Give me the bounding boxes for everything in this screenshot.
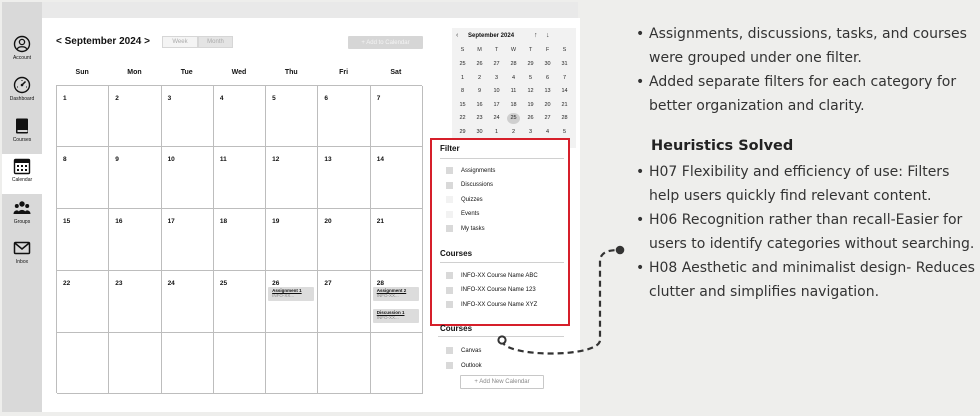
note-bullet: • Assignments, discussions, tasks, and courses were grouped under one filter. [636, 22, 980, 70]
day-number: 17 [167, 218, 175, 225]
day-number: 12 [272, 156, 280, 163]
checkbox[interactable] [446, 301, 453, 308]
day-cell[interactable] [109, 147, 161, 209]
filter-option-label: Events [461, 211, 480, 217]
course-option-label: INFO-XX Course Name 123 [461, 287, 536, 293]
filter-option[interactable] [446, 210, 479, 219]
mini-day[interactable]: 4 [545, 128, 550, 135]
day-number: 7 [376, 95, 381, 102]
nav-label: Inbox [15, 259, 29, 265]
day-cell[interactable] [371, 333, 423, 394]
mini-day[interactable]: 3 [494, 74, 499, 81]
day-cell[interactable] [214, 86, 266, 147]
mini-day[interactable]: 30 [476, 128, 483, 135]
nav-label: Dashboard [9, 96, 35, 102]
day-cell[interactable] [162, 271, 214, 333]
day-cell[interactable] [266, 86, 318, 147]
weekday-label: Mon [127, 69, 142, 76]
day-number: 4 [219, 95, 224, 102]
weekday-label: Wed [231, 69, 247, 76]
mini-weekday: S [460, 47, 465, 53]
mini-day[interactable]: 16 [476, 101, 483, 108]
mini-day[interactable]: 13 [544, 88, 551, 94]
day-number: 1 [63, 95, 67, 102]
day-cell[interactable] [57, 209, 109, 271]
calendar-event[interactable] [373, 287, 419, 301]
month-view-button[interactable]: Month [198, 36, 233, 48]
day-cell[interactable] [318, 86, 370, 147]
day-number: 23 [115, 280, 123, 287]
mini-calendar [452, 28, 576, 148]
mini-day[interactable]: 28 [510, 61, 517, 67]
mini-day[interactable]: 14 [561, 88, 568, 94]
day-cell[interactable] [162, 86, 214, 147]
mini-weekday: T [528, 47, 533, 53]
mini-day[interactable]: 20 [544, 101, 551, 108]
mini-day[interactable]: 24 [493, 115, 500, 121]
day-cell[interactable] [109, 209, 161, 271]
mini-day[interactable]: 1 [494, 128, 499, 135]
day-cell[interactable] [57, 333, 109, 394]
day-cell[interactable] [266, 271, 318, 333]
day-cell[interactable] [162, 333, 214, 394]
event-title: Discussion 1 [376, 310, 405, 315]
course-option-label: INFO-XX Course Name ABC [461, 272, 538, 279]
calendar-option-outlook[interactable] [446, 361, 482, 370]
nav-dashboard[interactable] [2, 73, 42, 113]
event-title: Assignment 1 [272, 288, 302, 293]
day-number: 24 [167, 280, 175, 287]
groups-icon [13, 199, 31, 217]
day-cell[interactable] [371, 209, 423, 271]
day-cell[interactable] [162, 209, 214, 271]
calendar-option-canvas[interactable] [446, 346, 481, 355]
mini-day[interactable]: 2 [477, 74, 482, 81]
day-cell[interactable] [109, 271, 161, 333]
day-number: 13 [324, 156, 332, 163]
calendars-title: Courses [440, 324, 473, 333]
mini-day[interactable]: 11 [510, 88, 517, 94]
day-cell[interactable] [371, 86, 423, 147]
filter-option-label: Quizzes [461, 196, 483, 203]
mini-day[interactable]: 10 [493, 88, 500, 94]
mini-day[interactable]: 26 [527, 115, 534, 121]
day-cell[interactable] [57, 271, 109, 333]
day-number: 15 [63, 218, 71, 225]
checkbox[interactable] [446, 347, 453, 354]
day-cell[interactable] [214, 209, 266, 271]
day-number: 21 [376, 218, 384, 225]
checkbox[interactable] [446, 211, 453, 218]
mini-day[interactable]: 15 [459, 101, 466, 108]
dashboard-icon [13, 76, 31, 94]
add-new-calendar-button[interactable]: + Add New Calendar [460, 375, 544, 389]
sidebar [2, 2, 42, 412]
day-number: 16 [115, 218, 123, 225]
mini-day[interactable]: 27 [544, 115, 551, 121]
mini-day[interactable]: 22 [459, 115, 466, 121]
day-number: 9 [115, 156, 119, 163]
day-cell[interactable] [371, 271, 423, 333]
mini-day[interactable]: 8 [460, 88, 465, 94]
weekday-label: Fri [339, 69, 349, 76]
mini-weekday: M [477, 47, 482, 53]
note-bullet: • H08 Aesthetic and minimalist design- Reduces clutter and simplifies navigation. [636, 256, 980, 304]
calendar-icon [13, 157, 31, 175]
day-number: 2 [115, 95, 119, 102]
day-cell[interactable] [266, 147, 318, 209]
mini-day[interactable]: 1 [460, 74, 465, 81]
mini-weekday: T [494, 47, 499, 53]
inbox-icon [13, 239, 31, 257]
nav-label: Groups [13, 219, 31, 225]
courses-title: Courses [440, 249, 473, 258]
mini-weekday: F [545, 47, 550, 53]
nav-account[interactable] [2, 32, 42, 72]
mini-day[interactable]: 27 [493, 61, 500, 67]
event-course: INFO-XX... [376, 293, 399, 298]
day-cell[interactable] [109, 86, 161, 147]
filter-option-label: Assignments [461, 167, 496, 174]
mini-day[interactable]: 5 [528, 74, 533, 81]
day-number: 14 [376, 156, 384, 163]
mini-weekday: W [510, 47, 517, 53]
nav-courses[interactable] [2, 114, 42, 154]
add-to-calendar-button[interactable]: + Add to Calendar [348, 36, 423, 49]
filter-option[interactable] [446, 181, 493, 190]
checkbox[interactable] [446, 196, 453, 203]
mini-day-selected[interactable]: 25 [507, 113, 520, 124]
day-cell[interactable] [109, 333, 161, 394]
day-cell[interactable] [162, 147, 214, 209]
note-bullet: • H07 Flexibility and efficiency of use: Filters help users quickly find relevant content. [636, 160, 980, 208]
mini-day[interactable]: 19 [527, 101, 534, 108]
weekday-header [56, 69, 422, 81]
day-cell[interactable] [266, 333, 318, 394]
checkbox[interactable] [446, 272, 453, 279]
nav-groups[interactable] [2, 196, 42, 236]
day-cell[interactable] [371, 147, 423, 209]
mini-day[interactable]: 6 [545, 74, 550, 81]
connector-line [490, 240, 630, 360]
event-course: INFO-XX... [272, 293, 295, 298]
filter-title: Filter [440, 144, 460, 153]
day-number: 28 [376, 280, 384, 287]
month-title[interactable]: < September 2024 > [56, 36, 150, 47]
day-number: 19 [272, 218, 280, 225]
calendar-option-label: Canvas [461, 347, 482, 354]
mini-day[interactable]: 26 [476, 61, 483, 67]
mini-down-button[interactable]: ↓ [546, 32, 550, 39]
day-number: 5 [272, 95, 276, 102]
filter-option[interactable] [446, 166, 495, 175]
calendar-event[interactable] [373, 309, 419, 323]
mini-day[interactable]: 7 [562, 74, 567, 81]
event-title: Assignment 2 [376, 288, 407, 293]
day-number: 22 [63, 280, 71, 287]
account-icon [13, 35, 31, 53]
day-cell[interactable] [318, 333, 370, 394]
filter-option-label: My tasks [461, 225, 485, 232]
weekday-label: Sun [75, 69, 89, 76]
calendar-option-label: Outlook [461, 362, 482, 369]
mini-day[interactable]: 17 [493, 101, 500, 108]
mini-day[interactable]: 25 [459, 61, 466, 67]
checkbox[interactable] [446, 225, 453, 232]
mini-calendar-header [452, 32, 576, 42]
checkbox[interactable] [446, 167, 453, 174]
mini-day[interactable]: 28 [561, 115, 568, 121]
mini-day[interactable]: 18 [510, 101, 517, 108]
mini-day[interactable]: 12 [527, 88, 534, 94]
mini-day[interactable]: 29 [527, 61, 534, 67]
courses-icon [13, 117, 31, 135]
mini-day[interactable]: 23 [476, 115, 483, 121]
filter-option[interactable] [446, 224, 485, 233]
mini-up-button[interactable]: ↑ [534, 32, 538, 39]
checkbox[interactable] [446, 362, 453, 369]
day-cell[interactable] [57, 86, 109, 147]
day-cell[interactable] [214, 147, 266, 209]
mini-prev-button[interactable]: ‹ [456, 32, 459, 39]
day-cell[interactable] [318, 209, 370, 271]
day-cell[interactable] [318, 147, 370, 209]
filter-option[interactable] [446, 195, 483, 204]
day-cell[interactable] [57, 147, 109, 209]
day-number: 18 [219, 218, 228, 225]
nav-label: Calendar [11, 177, 33, 183]
nav-label: Courses [12, 137, 32, 143]
connector-end-dot [616, 246, 625, 255]
mini-day[interactable]: 21 [561, 101, 568, 108]
mini-day[interactable]: 2 [511, 128, 516, 135]
weekday-label: Thu [284, 69, 298, 76]
weekday-label: Sat [390, 69, 402, 76]
mini-day[interactable]: 3 [528, 128, 533, 135]
day-number: 25 [219, 280, 228, 287]
checkbox[interactable] [446, 182, 453, 189]
mini-day[interactable]: 4 [511, 74, 516, 81]
divider [440, 158, 564, 159]
day-number: 20 [324, 218, 332, 225]
mini-weekday: S [562, 47, 567, 53]
heuristics-title: Heuristics Solved [651, 138, 794, 154]
day-number: 11 [219, 156, 227, 163]
filter-option-label: Discussions [461, 182, 494, 188]
connector-start-dot [498, 336, 505, 343]
day-number: 27 [324, 280, 332, 287]
day-number: 26 [272, 280, 280, 287]
event-course: INFO-XX... [376, 315, 399, 320]
day-cell[interactable] [214, 333, 266, 394]
day-cell[interactable] [318, 271, 370, 333]
week-view-button[interactable]: Week [162, 36, 198, 48]
month-grid [56, 85, 422, 393]
day-number: 8 [63, 156, 67, 163]
day-cell[interactable] [266, 209, 318, 271]
weekday-label: Tue [180, 69, 193, 76]
mini-day[interactable]: 29 [459, 128, 466, 135]
nav-calendar[interactable] [2, 154, 42, 194]
nav-label: Account [12, 55, 32, 61]
note-bullet: • Added separate filters for each category for better organization and clarity. [636, 70, 980, 118]
nav-inbox[interactable] [2, 236, 42, 276]
mini-calendar-title: September 2024 [468, 33, 515, 39]
mini-day[interactable]: 30 [544, 61, 551, 67]
checkbox[interactable] [446, 287, 453, 294]
day-cell[interactable] [214, 271, 266, 333]
calendar-event[interactable] [268, 287, 314, 301]
day-number: 10 [167, 156, 175, 163]
day-number: 3 [167, 95, 172, 102]
mini-day[interactable]: 31 [561, 61, 568, 67]
mini-day[interactable]: 9 [477, 88, 482, 94]
course-option-label: INFO-XX Course Name XYZ [461, 301, 538, 308]
note-bullet: • H06 Recognition rather than recall-Easier for users to identify categories without searching. [636, 208, 980, 256]
mini-day[interactable]: 5 [562, 128, 567, 135]
day-number: 6 [324, 95, 329, 102]
